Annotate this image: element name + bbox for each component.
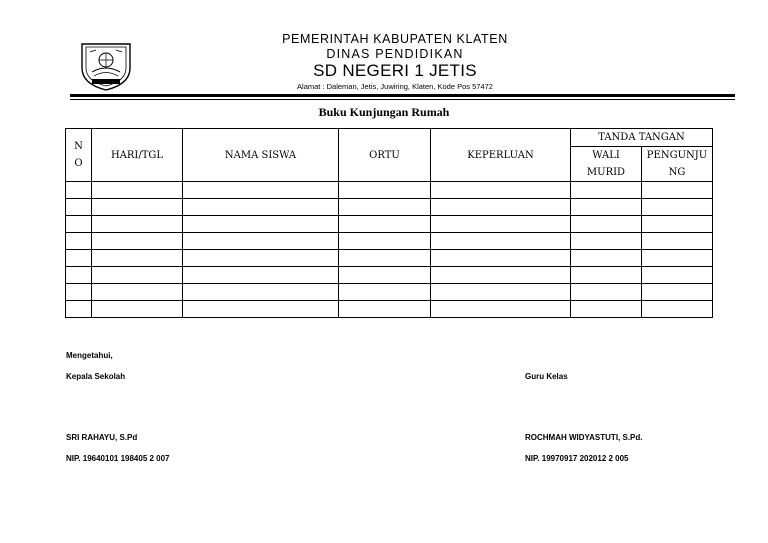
table-cell xyxy=(339,233,431,250)
header-sig-visitor-line2: NG xyxy=(668,167,686,178)
table-cell xyxy=(642,284,713,301)
table-cell xyxy=(92,284,183,301)
table-cell xyxy=(642,233,713,250)
table-body xyxy=(66,182,713,318)
principal-name: SRI RAHAYU, S.Pd xyxy=(66,433,138,442)
table-row xyxy=(66,267,713,284)
table-cell xyxy=(571,301,642,318)
table-cell xyxy=(66,199,92,216)
table-cell xyxy=(66,267,92,284)
table-cell xyxy=(571,216,642,233)
table-cell xyxy=(66,216,92,233)
table-cell xyxy=(183,199,339,216)
principal-title: Kepala Sekolah xyxy=(66,372,126,381)
table-cell xyxy=(92,216,183,233)
table-cell xyxy=(66,301,92,318)
table-cell xyxy=(339,301,431,318)
table-cell xyxy=(92,250,183,267)
header-no-line2: O xyxy=(74,158,83,169)
table-cell xyxy=(183,301,339,318)
header-row xyxy=(66,129,713,147)
table-cell xyxy=(339,182,431,199)
letterhead-department: DINAS PENDIDIKAN xyxy=(326,47,464,61)
klaten-regency-crest-icon xyxy=(78,38,134,92)
table-cell xyxy=(183,233,339,250)
table-row xyxy=(66,182,713,199)
table-cell xyxy=(183,267,339,284)
letterhead-school-name: SD NEGERI 1 JETIS xyxy=(313,61,477,80)
header-sig-visitor xyxy=(642,147,713,182)
table-cell xyxy=(571,233,642,250)
table-cell xyxy=(571,284,642,301)
table-cell xyxy=(431,267,571,284)
table-cell xyxy=(183,284,339,301)
table-cell xyxy=(339,250,431,267)
table-row xyxy=(66,216,713,233)
table-cell xyxy=(339,284,431,301)
table-cell xyxy=(339,216,431,233)
table-cell xyxy=(642,216,713,233)
teacher-nip: NIP. 19970917 202012 2 005 xyxy=(525,454,629,463)
visit-log-table xyxy=(65,128,713,318)
header-sig-visitor-line1: PENGUNJU xyxy=(646,150,708,161)
header-sig-guardian xyxy=(571,147,642,182)
table-cell xyxy=(571,267,642,284)
table-cell xyxy=(66,233,92,250)
table-cell xyxy=(431,284,571,301)
header-parent: ORTU xyxy=(339,129,431,182)
table-cell xyxy=(183,182,339,199)
table-cell xyxy=(339,267,431,284)
table-cell xyxy=(431,216,571,233)
table-cell xyxy=(92,182,183,199)
table-cell xyxy=(92,199,183,216)
header-date: HARI/TGL xyxy=(92,129,183,182)
table-cell xyxy=(339,199,431,216)
header-sig-guardian-line2: MURID xyxy=(586,167,626,178)
letterhead-rule-thin xyxy=(70,99,735,100)
header-no-line1: N xyxy=(74,141,83,152)
table-row xyxy=(66,233,713,250)
table-cell xyxy=(431,301,571,318)
table-row xyxy=(66,250,713,267)
table-row xyxy=(66,284,713,301)
table-cell xyxy=(183,250,339,267)
letterhead-rule-thick xyxy=(70,94,735,97)
table-cell xyxy=(92,267,183,284)
table-cell xyxy=(66,284,92,301)
letterhead-government: PEMERINTAH KABUPATEN KLATEN xyxy=(282,32,508,46)
table-cell xyxy=(642,267,713,284)
table-cell xyxy=(642,182,713,199)
header-no xyxy=(66,129,92,182)
document-title: Buku Kunjungan Rumah xyxy=(318,105,450,119)
table-cell xyxy=(183,216,339,233)
table-cell xyxy=(571,250,642,267)
table-cell xyxy=(642,199,713,216)
teacher-name: ROCHMAH WIDYASTUTI, S.Pd. xyxy=(525,433,643,442)
table-cell xyxy=(431,233,571,250)
table-cell xyxy=(92,233,183,250)
table-row xyxy=(66,301,713,318)
table-cell xyxy=(66,250,92,267)
table-cell xyxy=(431,182,571,199)
teacher-title: Guru Kelas xyxy=(525,372,568,381)
table-cell xyxy=(66,182,92,199)
table-cell xyxy=(642,250,713,267)
table-cell xyxy=(431,250,571,267)
letterhead-address: Alamat : Daleman, Jetis, Juwiring, Klaten, Kode Pos 57472 xyxy=(297,82,493,91)
acknowledged-label: Mengetahui, xyxy=(66,351,113,360)
principal-nip: NIP. 19640101 198405 2 007 xyxy=(66,454,170,463)
table-row xyxy=(66,199,713,216)
header-purpose: KEPERLUAN xyxy=(431,129,571,182)
header-sig-guardian-line1: WALI xyxy=(592,150,620,161)
table-cell xyxy=(571,182,642,199)
table-cell xyxy=(571,199,642,216)
header-student-name: NAMA SISWA xyxy=(183,129,339,182)
table-cell xyxy=(431,199,571,216)
table-cell xyxy=(92,301,183,318)
table-cell xyxy=(642,301,713,318)
header-signature-group: TANDA TANGAN xyxy=(571,129,713,147)
